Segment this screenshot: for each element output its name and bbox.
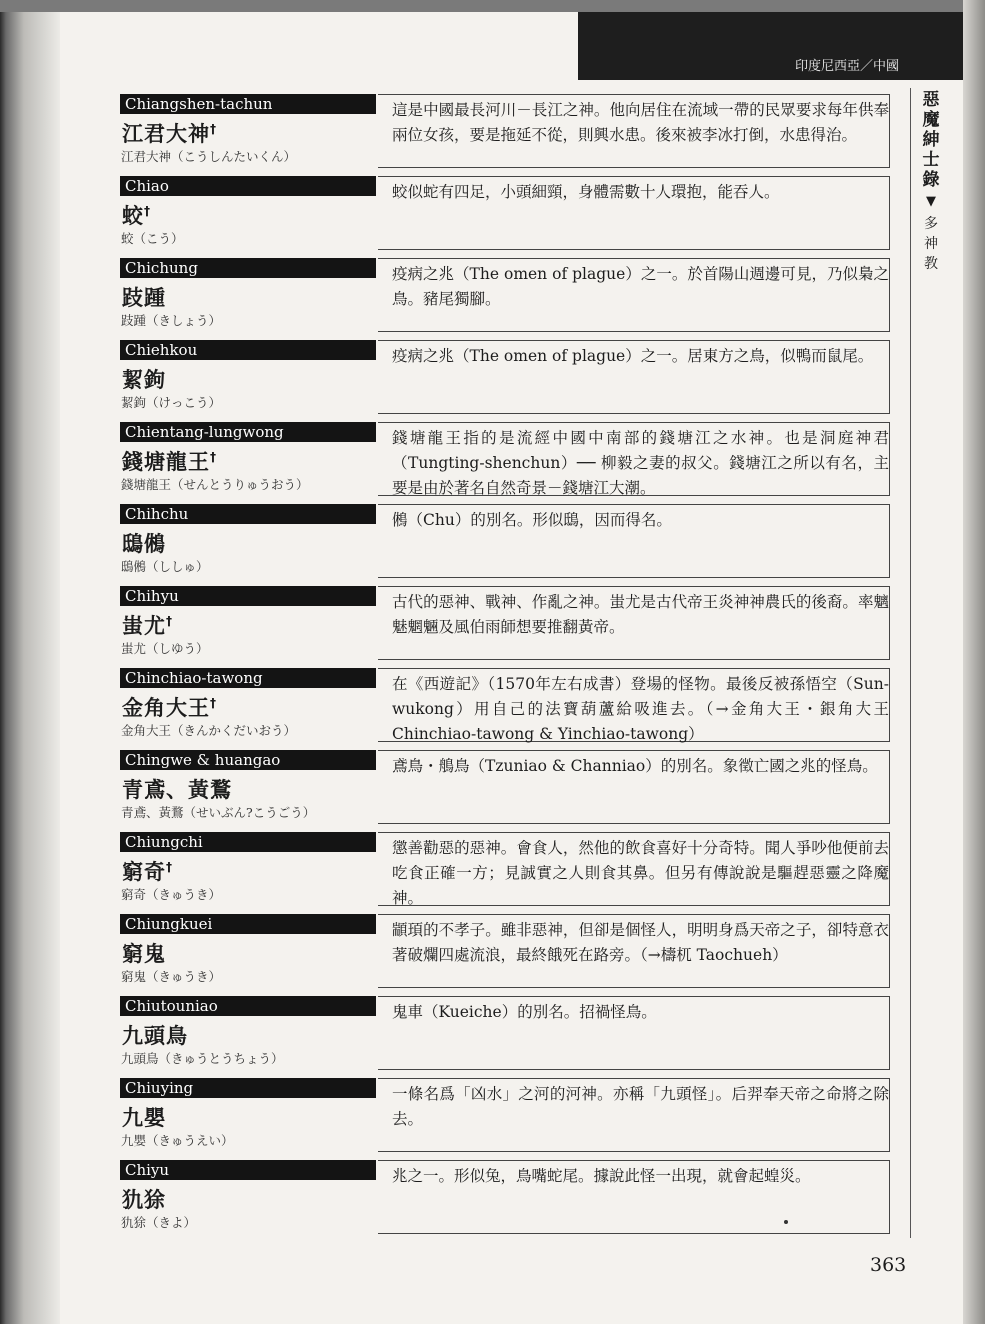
entry-latin-name: Chientang-lungwong (120, 422, 376, 442)
entry-description: 兆之一。形似兔，鳥嘴蛇尾。據說此怪一出現，就會起蝗災。 (378, 1160, 890, 1234)
entry-description: 顓頊的不孝子。雖非惡神，但卻是個怪人，明明身爲天帝之子，卻特意衣著破爛四處流浪，最終餓死在路旁。（→檮杌 Taochueh） (378, 914, 890, 988)
entry-reading: 窮奇（きゅうき） (121, 887, 222, 902)
entry-reading: 鴟鵂（ししゅ） (121, 559, 209, 574)
entry-description: 蛟似蛇有四足，小頭細頸，身體需數十人環抱，能吞人。 (378, 176, 890, 250)
entry-kanji-text: 絜鉤 (122, 368, 166, 392)
entry-kanji-text: 錢塘龍王 (122, 450, 210, 474)
entry (118, 504, 893, 586)
entry-kanji-name (122, 446, 217, 476)
entry-latin-name: Chiyu (120, 1160, 376, 1180)
entry-kanji-text: 九頭鳥 (122, 1024, 188, 1048)
entry-kanji-text: 窮奇 (122, 860, 166, 884)
entry-kanji-name (122, 692, 217, 722)
entry (118, 750, 893, 832)
entry-kanji-name (122, 364, 166, 394)
entry-latin-name: Chinchiao-tawong (120, 668, 376, 688)
entry-kanji-name (122, 118, 217, 148)
entry (118, 832, 893, 914)
entry (118, 258, 893, 340)
dagger-mark: † (166, 860, 173, 874)
entry-reading: 青鳶、黃鶩（せいぶん?こうごう） (121, 805, 316, 820)
entry-latin-name: Chichung (120, 258, 376, 278)
entry-description: 錢塘龍王指的是流經中國中南部的錢塘江之水神。也是洞庭神君（Tungting-shenchun）── 柳毅之妻的叔父。錢塘江之所以有名，主要是由於著名自然奇景－錢塘江大潮。 (378, 422, 890, 496)
entry-kanji-text: 窮鬼 (122, 942, 166, 966)
side-divider (910, 88, 911, 1238)
entry-latin-name: Chihyu (120, 586, 376, 606)
entry-description: 鳶鳥・鵃鳥（Tzuniao & Channiao）的別名。象徵亡國之兆的怪鳥。 (378, 750, 890, 824)
entry-description: 古代的惡神、戰神、作亂之神。蚩尤是古代帝王炎神神農氏的後裔。率魑魅魍魎及風伯雨師想要推翻黃帝。 (378, 586, 890, 660)
entry-kanji-name (122, 774, 232, 804)
entry-list (118, 94, 893, 1242)
entry-description: 在《西遊記》（1570年左右成書）登場的怪物。最後反被孫悟空（Sun-wukong）用自己的法寶葫蘆給吸進去。（→金角大王・銀角大王 Chinchiao-tawong & Yinchiao-tawong） (378, 668, 890, 742)
entry-description: 鬼車（Kueiche）的別名。招禍怪鳥。 (378, 996, 890, 1070)
entry-description: 疫病之兆（The omen of plague）之一。於首陽山週邊可見，乃似梟之鳥。豬尾獨腳。 (378, 258, 890, 332)
entry-kanji-text: 九嬰 (122, 1106, 166, 1130)
entry-kanji-name (122, 282, 166, 312)
entry (118, 586, 893, 668)
dagger-mark: † (210, 450, 217, 464)
side-tab-title: 惡魔紳士錄 (922, 90, 940, 190)
entry (118, 914, 893, 996)
stray-mark (784, 1220, 788, 1224)
entry-description: 懲善勸惡的惡神。會食人，然他的飲食喜好十分奇特。聞人爭吵他便前去吃食正確一方；見誠實之人則食其鼻。但另有傳說說是驅趕惡靈之降魔神。 (378, 832, 890, 906)
entry-kanji-text: 跂踵 (122, 286, 166, 310)
entry-latin-name: Chiao (120, 176, 376, 196)
top-edge (0, 0, 985, 12)
header-bar (578, 12, 963, 80)
entry (118, 94, 893, 176)
entry-reading: 跂踵（きしょう） (121, 313, 222, 328)
entry-kanji-text: 青鳶、黃鶩 (122, 778, 232, 802)
entry-latin-name: Chiungchi (120, 832, 376, 852)
entry-kanji-name (122, 528, 166, 558)
entry-latin-name: Chiungkuei (120, 914, 376, 934)
entry-kanji-text: 犰狳 (122, 1188, 166, 1212)
entry-latin-name: Chiutouniao (120, 996, 376, 1016)
entry-description: 一條名爲「凶水」之河的河神。亦稱「九頭怪」。后羿奉天帝之命將之除去。 (378, 1078, 890, 1152)
entry-reading: 窮鬼（きゅうき） (121, 969, 222, 984)
entry-description: 鵂（Chu）的別名。形似鴟，因而得名。 (378, 504, 890, 578)
entry (118, 176, 893, 258)
side-index-tab (918, 90, 944, 274)
entry-kanji-name (122, 856, 173, 886)
entry-kanji-name (122, 1102, 166, 1132)
dagger-mark: † (210, 122, 217, 136)
entry-kanji-name (122, 610, 173, 640)
page-number: 363 (870, 1254, 907, 1276)
side-tab-subtitle: 多神教 (924, 216, 938, 272)
entry (118, 422, 893, 504)
entry-kanji-name (122, 1020, 188, 1050)
entry-reading: 錢塘龍王（せんとうりゅうおう） (121, 477, 309, 492)
entry-latin-name: Chiangshen-tachun (120, 94, 376, 114)
entry-reading: 犰狳（きよ） (121, 1215, 197, 1230)
dagger-mark: † (144, 204, 151, 218)
entry-description: 疫病之兆（The omen of plague）之一。居東方之鳥，似鴨而鼠尾。 (378, 340, 890, 414)
entry-reading: 蚩尤（しゆう） (121, 641, 209, 656)
entry-reading: 九頭鳥（きゅうとうちょう） (121, 1051, 284, 1066)
entry-latin-name: Chiehkou (120, 340, 376, 360)
entry-kanji-name (122, 938, 166, 968)
entry-kanji-text: 蚩尤 (122, 614, 166, 638)
entry-kanji-name (122, 200, 151, 230)
entry-latin-name: Chihchu (120, 504, 376, 524)
entry-latin-name: Chingwe & huangao (120, 750, 376, 770)
entry-description: 這是中國最長河川－長江之神。他向居住在流域一帶的民眾要求每年供奉兩位女孩，要是拖延不從，則興水患。後來被李冰打倒，水患得治。 (378, 94, 890, 168)
entry-kanji-text: 金角大王 (122, 696, 210, 720)
entry (118, 996, 893, 1078)
entry-reading: 九嬰（きゅうえい） (121, 1133, 234, 1148)
entry (118, 1078, 893, 1160)
section-breadcrumb: 印度尼西亞／中國 (794, 59, 899, 74)
entry-kanji-name (122, 1184, 166, 1214)
dagger-mark: † (166, 614, 173, 628)
triangle-down-icon: ▼ (926, 194, 936, 209)
binding-shadow (0, 0, 60, 1324)
dagger-mark: † (210, 696, 217, 710)
page-edge (963, 0, 985, 1324)
entry-reading: 金角大王（きんかくだいおう） (121, 723, 297, 738)
entry-latin-name: Chiuying (120, 1078, 376, 1098)
entry-kanji-text: 江君大神 (122, 122, 210, 146)
entry-kanji-text: 鴟鵂 (122, 532, 166, 556)
entry (118, 1160, 893, 1242)
entry-reading: 江君大神（こうしんたいくん） (121, 149, 297, 164)
entry (118, 340, 893, 422)
entry-kanji-text: 蛟 (122, 204, 144, 228)
entry-reading: 絜鉤（けっこう） (121, 395, 222, 410)
entry (118, 668, 893, 750)
entry-reading: 蛟（こう） (121, 231, 184, 246)
